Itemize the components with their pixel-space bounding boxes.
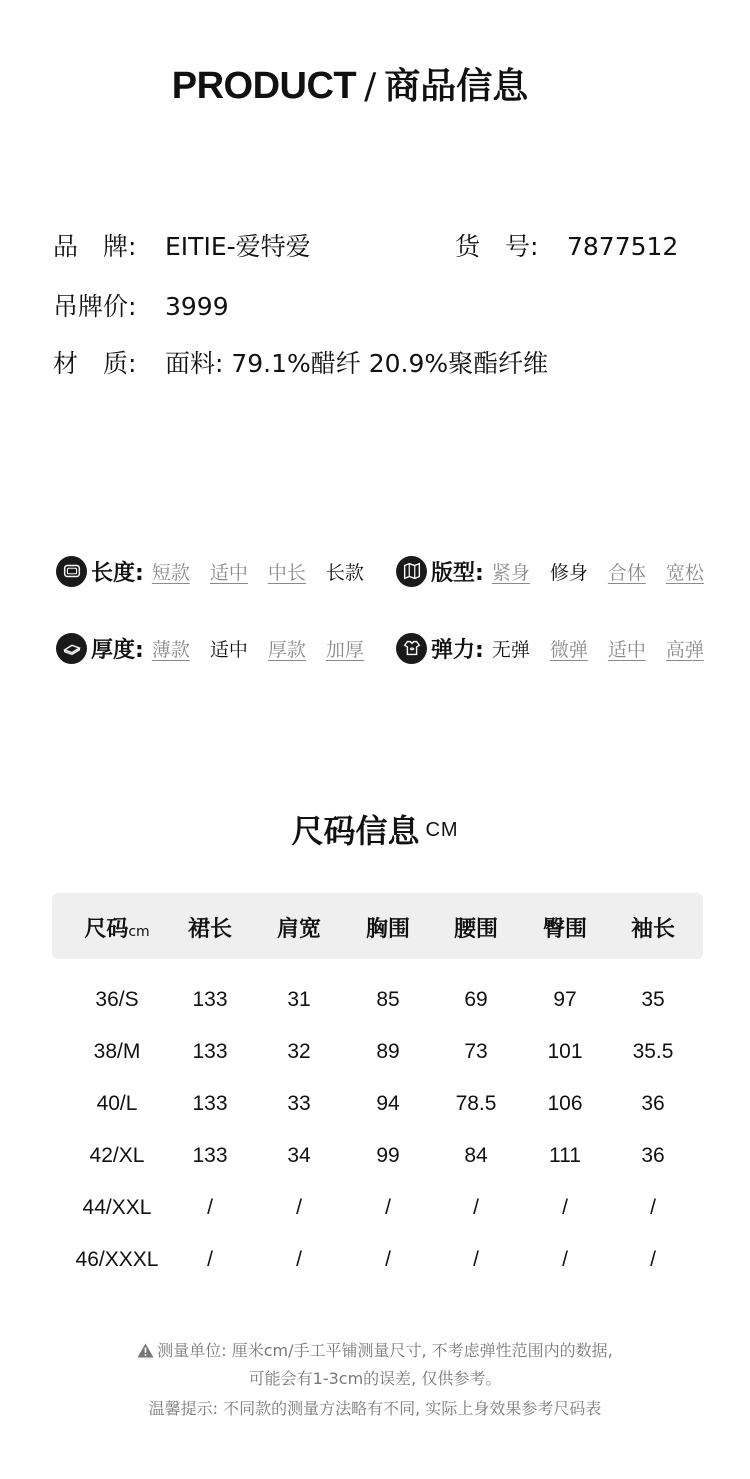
option-0: 紧身: [491, 561, 530, 584]
option-0: 薄款: [151, 638, 190, 661]
brand-row: [53, 227, 311, 263]
table-cell: 38/M: [93, 1040, 141, 1063]
page-title: [0, 58, 700, 109]
table-cell: 111: [549, 1144, 581, 1167]
table-cell: 78.5: [455, 1092, 497, 1115]
title-en: PRODUCT: [171, 65, 357, 107]
table-cell: /: [562, 1196, 568, 1219]
table-cell: /: [650, 1196, 656, 1219]
elasticity-options: [492, 635, 704, 662]
header-sleeve: 袖长: [630, 917, 675, 942]
elasticity-icon: [396, 633, 427, 664]
table-cell: 106: [547, 1092, 583, 1115]
header-shoulder: 肩宽: [276, 917, 321, 942]
size-table-header: [52, 893, 703, 959]
table-cell: 31: [287, 988, 311, 1011]
option-1: 微弹: [549, 638, 588, 661]
sku-label: 货 号:: [455, 232, 539, 261]
header-hip: 臀围: [542, 917, 587, 942]
table-cell: 89: [376, 1040, 400, 1063]
size-section-title: [0, 806, 750, 852]
table-cell: 42/XL: [89, 1144, 145, 1167]
option-1: 修身: [549, 561, 588, 584]
title-separator: /: [364, 66, 377, 107]
option-1: 适中: [209, 561, 248, 584]
option-3: 加厚: [325, 638, 364, 661]
material-row: [53, 344, 548, 380]
table-cell: 133: [192, 1040, 228, 1063]
price-row: [53, 287, 229, 323]
table-cell: /: [385, 1248, 391, 1271]
option-2: 合体: [607, 561, 646, 584]
table-cell: /: [296, 1248, 302, 1271]
sku-value: 7877512: [567, 232, 679, 261]
table-cell: 36/S: [95, 988, 139, 1011]
measure-note-line2: 可能会有1-3cm的误差, 仅供参考。: [248, 1369, 502, 1388]
header-bust: 胸围: [365, 917, 410, 942]
option-0: 无弹: [491, 638, 530, 661]
table-cell: /: [296, 1196, 302, 1219]
table-cell: 44/XXL: [82, 1196, 152, 1219]
table-cell: 73: [464, 1040, 488, 1063]
table-cell: 94: [376, 1092, 400, 1115]
table-cell: 133: [192, 1092, 228, 1115]
table-cell: 34: [287, 1144, 311, 1167]
size-title-text: 尺码信息: [291, 812, 420, 850]
option-2: 厚款: [267, 638, 306, 661]
thickness-options: [152, 635, 364, 662]
thickness-label: 厚度:: [91, 637, 144, 663]
table-cell: 97: [553, 988, 577, 1011]
warning-icon: [137, 1343, 154, 1362]
table-cell: 101: [547, 1040, 583, 1063]
option-3: 高弹: [665, 638, 704, 661]
length-options: [152, 558, 364, 585]
table-cell: 33: [287, 1092, 311, 1115]
header-waist: 腰围: [453, 917, 498, 942]
table-cell: /: [385, 1196, 391, 1219]
option-0: 短款: [151, 561, 190, 584]
table-cell: /: [650, 1248, 656, 1271]
table-cell: 40/L: [96, 1092, 138, 1115]
option-2: 中长: [267, 561, 306, 584]
table-cell: 35: [641, 988, 665, 1011]
option-1: 适中: [209, 638, 248, 661]
material-value: 面料: 79.1%醋纤 20.9%聚酯纤维: [165, 349, 549, 378]
attr-elasticity: [396, 631, 704, 665]
fit-label: 版型:: [431, 560, 484, 586]
table-cell: 46/XXXL: [75, 1248, 159, 1271]
thickness-icon: [56, 633, 87, 664]
option-3: 宽松: [665, 561, 704, 584]
table-cell: /: [473, 1248, 479, 1271]
table-cell: 69: [464, 988, 488, 1011]
table-cell: /: [207, 1248, 213, 1271]
elasticity-label: 弹力:: [431, 637, 484, 663]
attr-thickness: [56, 631, 364, 665]
table-cell: 36: [641, 1092, 665, 1115]
brand-label: 品 牌:: [53, 232, 137, 261]
measure-note-line1: 测量单位: 厘米cm/手工平铺测量尺寸, 不考虑弹性范围内的数据,: [0, 1338, 750, 1362]
title-zh: 商品信息: [384, 66, 529, 107]
brand-value: EITIE-爱特爱: [165, 232, 311, 261]
header-size: 尺码cm: [84, 917, 150, 942]
length-label: 长度:: [91, 560, 144, 586]
length-icon: [56, 556, 87, 587]
size-title-unit: CM: [425, 819, 459, 841]
attr-length: [56, 554, 364, 588]
table-cell: 99: [376, 1144, 400, 1167]
measure-note-line3: 温馨提示: 不同款的测量方法略有不同, 实际上身效果参考尺码表: [148, 1399, 602, 1418]
fit-options: [492, 558, 704, 585]
table-cell: /: [207, 1196, 213, 1219]
table-cell: 133: [192, 988, 228, 1011]
price-value: 3999: [165, 292, 229, 321]
material-label: 材 质:: [53, 349, 137, 378]
attr-fit: [396, 554, 704, 588]
table-cell: 85: [376, 988, 400, 1011]
table-cell: 35.5: [632, 1040, 674, 1063]
table-cell: 36: [641, 1144, 665, 1167]
fit-icon: [396, 556, 427, 587]
table-cell: 32: [287, 1040, 311, 1063]
option-3: 长款: [325, 561, 364, 584]
table-cell: /: [562, 1248, 568, 1271]
price-label: 吊牌价:: [53, 292, 137, 321]
option-2: 适中: [607, 638, 646, 661]
table-cell: /: [473, 1196, 479, 1219]
header-skirt-length: 裙长: [187, 917, 232, 942]
table-cell: 84: [464, 1144, 488, 1167]
sku-row: [455, 227, 678, 263]
table-cell: 133: [192, 1144, 228, 1167]
